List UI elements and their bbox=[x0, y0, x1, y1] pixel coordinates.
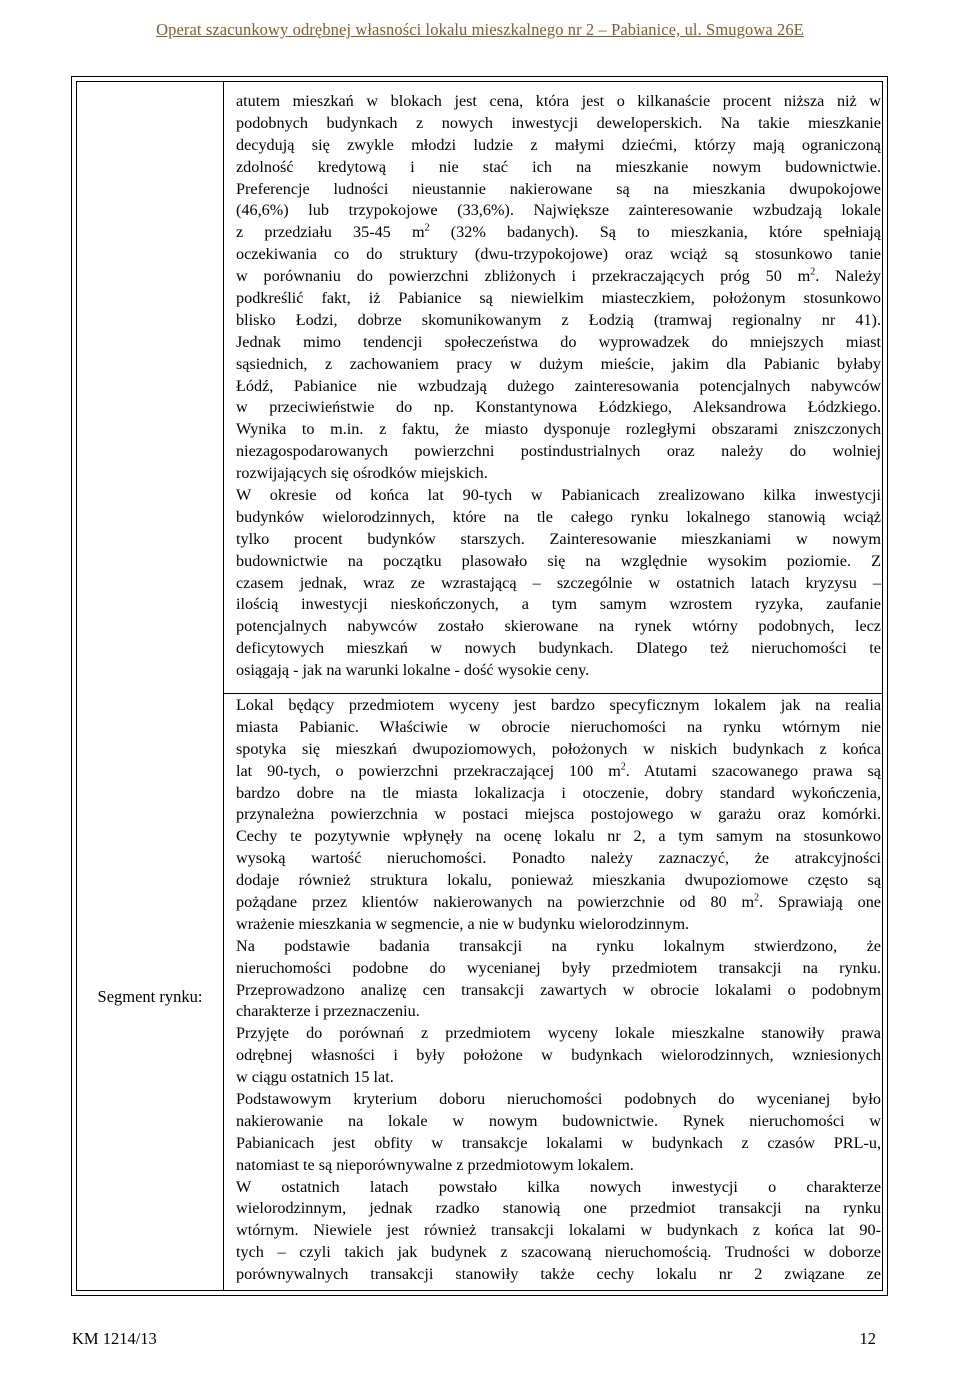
text-line: nieruchomości podobne do wycenianej były przedmiotem transakcji na rynku. bbox=[236, 958, 881, 977]
text-line: podobnych budynkach z nowych inwestycji deweloperskich. Na takie mieszkanie bbox=[236, 113, 881, 132]
text-line: pożądane przez klientów nakierowanych na powierzchnie od 80 $m^2$. Sprawiają one bbox=[236, 892, 881, 912]
text-line: wrażenie mieszkania w segmencie, a nie w budynku wielorodzinnym. bbox=[236, 914, 690, 933]
text-line: odrębnej własności i były położone w budynkach wielorodzinnych, wzniesionych bbox=[236, 1046, 881, 1065]
label-cell bbox=[77, 82, 224, 1290]
text-line: w ciągu ostatnich 15 lat. bbox=[236, 1068, 394, 1087]
text-line: W okresie od końca lat 90-tych w Pabianicach zrealizowano kilka inwestycji bbox=[236, 486, 881, 505]
text-line: czasem jednak, wraz ze wzrastającą – szczególnie w ostatnich latach kryzysu – bbox=[236, 573, 881, 592]
row-divider bbox=[224, 693, 882, 694]
text-block-property bbox=[236, 695, 881, 1286]
text-line: wielorodzinnym, jednak rzadko stanowią one przedmiot transakcji na rynku bbox=[236, 1199, 881, 1218]
text-line: rozwijających się ośrodków miejskich. bbox=[236, 464, 488, 483]
text-line: z przedziału 35-45 $m^2$ (32% badanych). Są to mieszkania, które spełniają bbox=[236, 222, 881, 242]
text-line: porównywalnych transakcji stanowiły także cechy lokalu nr 2 związane ze bbox=[236, 1265, 881, 1284]
text-cell bbox=[224, 82, 882, 1290]
text-line: charakterze i przeznaczeniu. bbox=[236, 1002, 420, 1021]
text-line: dodaje również struktura lokalu, ponieważ mieszkania dwupoziomowe często są bbox=[236, 871, 881, 890]
text-line: przynależna powierzchnia w postaci miejsca postojowego w garażu oraz komórki. bbox=[236, 805, 881, 824]
text-line: Preferencje ludności nieustannie nakierowane są na mieszkania dwupokojowe bbox=[236, 179, 881, 198]
text-line: decydują się zwykle młodzi ludzie z małymi dziećmi, którzy mają ograniczoną bbox=[236, 135, 881, 154]
text-line: zdolność kredytową i nie stać ich na mieszkanie nowym budownictwie. bbox=[236, 157, 881, 176]
text-line: w porównaniu do powierzchni zbliżonych i przekraczających próg 50 $m^2$. Należy bbox=[236, 266, 881, 286]
text-line: blisko Łodzi, dobrze skomunikowanym z Łodzią (tramwaj regionalny nr 41). bbox=[236, 310, 881, 329]
text-line: wtórnym. Niewiele jest również transakcji lokalami w budynkach z końca lat 90- bbox=[236, 1221, 881, 1240]
text-line: w przeciwieństwie do np. Konstantynowa Łódzkiego, Aleksandrowa Łódzkiego. bbox=[236, 398, 881, 417]
text-line: Pabianicach jest obfity w transakcje lokalami w budynkach z czasów PRL-u, bbox=[236, 1133, 881, 1152]
text-line: sąsiednich, z zachowaniem pracy w dużym mieście, jakim dla Pabianic byłaby bbox=[236, 354, 881, 373]
text-line: deficytowych mieszkań w nowych budynkach. Dlatego też nieruchomości te bbox=[236, 639, 881, 658]
page-number: 12 bbox=[859, 1329, 876, 1348]
text-line: Na podstawie badania transakcji na rynku lokalnym stwierdzono, że bbox=[236, 936, 881, 955]
text-line: Wynika to m.in. z faktu, że miasto dysponuje rozległymi obszarami zniszczonych bbox=[236, 420, 881, 439]
text-line: (46,6%) lub trzypokojowe (33,6%). Największe zainteresowanie wzbudzają lokale bbox=[236, 201, 881, 220]
text-line: ilością inwestycji nieskończonych, a tym samym wzrostem ryzyka, zaufanie bbox=[236, 595, 881, 614]
segment-label: Segment rynku: bbox=[97, 987, 203, 1006]
text-line: Przeprowadzono analizę cen transakcji zawartych w obrocie lokalami o podobnym bbox=[236, 980, 881, 999]
content-table bbox=[71, 76, 888, 1296]
text-line: Przyjęte do porównań z przedmiotem wyceny lokale mieszkalne stanowiły prawa bbox=[236, 1024, 881, 1043]
text-line: spotyka się mieszkań dwupoziomowych, położonych w niskich budynkach z końca bbox=[236, 739, 881, 758]
text-line: niezagospodarowanych powierzchni postindustrialnych oraz należy do wolniej bbox=[236, 442, 881, 461]
text-line: W ostatnich latach powstało kilka nowych inwestycji o charakterze bbox=[236, 1177, 881, 1196]
text-line: budynków wielorodzinnych, które na tle całego rynku lokalnego stanowią wciąż bbox=[236, 507, 881, 526]
text-line: budownictwie na początku plasowało się na względnie wysokim poziomie. Z bbox=[236, 551, 881, 570]
text-line: podkreślić fakt, iż Pabianice są niewielkim miasteczkiem, położonym stosunkowo bbox=[236, 289, 881, 308]
text-line: miasta Pabianic. Właściwie w obrocie nieruchomości na rynku wtórnym nie bbox=[236, 717, 881, 736]
text-line: nakierowanie na lokale w nowym budownictwie. Rynek nieruchomości w bbox=[236, 1111, 881, 1130]
text-line: oczekiwania co do struktury (dwu-trzypokojowe) oraz wciąż są stosunkowo tanie bbox=[236, 245, 881, 264]
text-line: potencjalnych nabywców zostało skierowane na rynek wtórny podobnych, lecz bbox=[236, 617, 881, 636]
document-number: KM 1214/13 bbox=[72, 1329, 157, 1348]
text-block-market bbox=[236, 91, 881, 682]
text-line: osiągają - jak na warunki lokalne - dość wysokie ceny. bbox=[236, 661, 590, 680]
text-line: Podstawowym kryterium doboru nieruchomości podobnych do wycenianej było bbox=[236, 1090, 881, 1109]
page-header: Operat szacunkowy odrębnej własności lokalu mieszkalnego nr 2 – Pabianice, ul. Smugowa 26E bbox=[156, 20, 804, 39]
text-line: wysoką wartość nieruchomości. Ponadto należy zaznaczyć, że atrakcyjności bbox=[236, 849, 881, 868]
text-line: tych – czyli takich jak budynek z szacowaną nieruchomością. Trudności w doborze bbox=[236, 1243, 881, 1262]
text-line: Cechy te pozytywnie wpłynęły na ocenę lokalu nr 2, a tym samym na stosunkowo bbox=[236, 827, 881, 846]
table-inner-border bbox=[76, 81, 883, 1291]
text-line: atutem mieszkań w blokach jest cena, która jest o kilkanaście procent niższa niż w bbox=[236, 92, 881, 110]
text-line: Lokal będący przedmiotem wyceny jest bardzo specyficznym lokalem jak na realia bbox=[236, 696, 881, 714]
text-line: tylko procent budynków starszych. Zainteresowanie mieszkaniami w nowym bbox=[236, 529, 881, 548]
text-line: bardzo dobre na tle miasta lokalizacja i otoczenie, dobry standard wykończenia, bbox=[236, 783, 881, 802]
text-line: natomiast te są nieporównywalne z przedmiotowym lokalem. bbox=[236, 1155, 634, 1174]
text-line: lat 90-tych, o powierzchni przekraczającej 100 $m^2$. Atutami szacowanego prawa są bbox=[236, 761, 881, 780]
text-line: Łódź, Pabianice nie wzbudzają dużego zainteresowania potencjalnych nabywców bbox=[236, 376, 881, 395]
text-line: Jednak mimo tendencji społeczeństwa do wyprowadzek do mniejszych miast bbox=[236, 332, 881, 351]
